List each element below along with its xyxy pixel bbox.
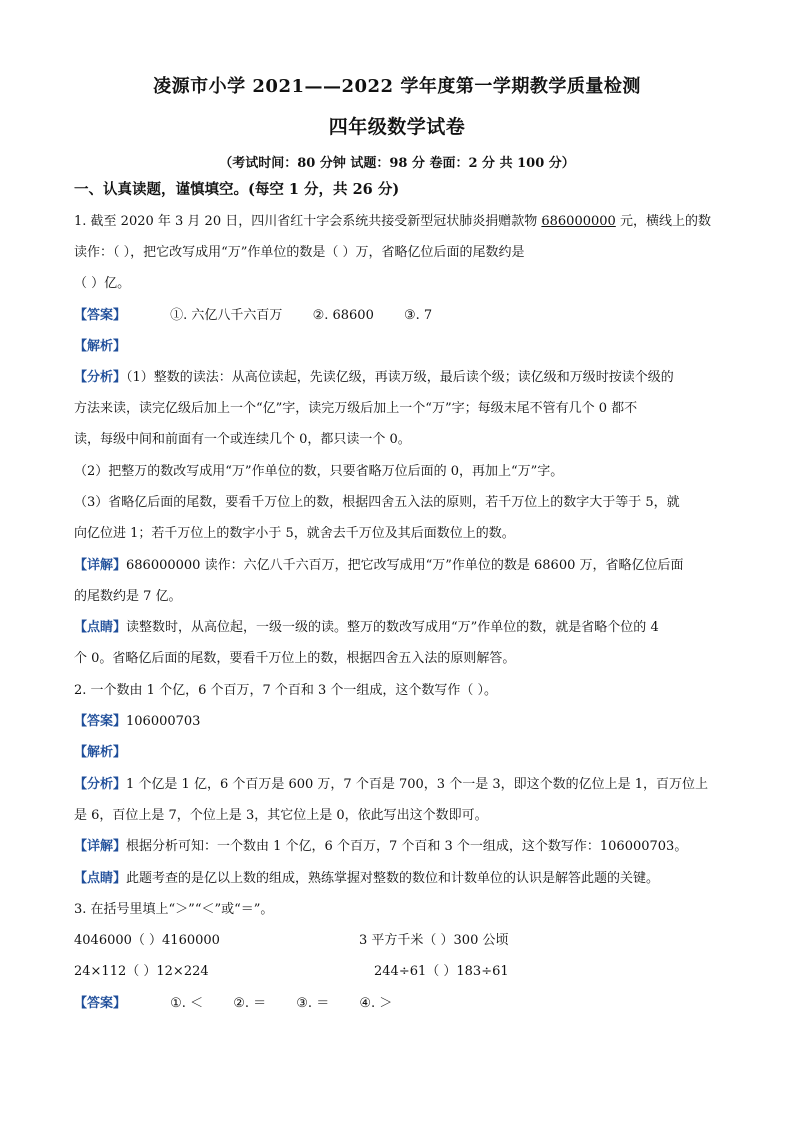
q3-row1-left: 4046000（ ）4160000 [74,933,220,948]
q2-fenxi-line1 [74,775,734,795]
q2-answer: 106000703 [126,714,201,729]
point-tag: 【点睛】 [74,620,127,635]
q1-fenxi-text1: （1）整数的读法：从高位读起，先读亿级，再读万级，最后读个级；读亿级和万级时按读个级的 [126,370,674,385]
exam-title: 凌源市小学 2021——2022 学年度第一学期教学质量检测 [153,76,641,97]
fenxi-tag: 【分析】 [74,777,127,792]
q1-stem-suffix: 元，横线上的数 [615,214,711,229]
q3-row1 [74,931,734,951]
q3-answer-3: ③. ＝ [296,996,330,1011]
q3-row2 [74,962,734,982]
q3-row1-right: 3 平方千米（ ）300 公顷 [359,933,509,948]
q2-fenxi-line2: 是 6，百位上是 7，个位上是 3，其它位上是 0，依此写出这个数即可。 [74,808,488,823]
q3-stem: 3. 在括号里填上“＞”“＜”或“＝”。 [74,902,274,917]
q2-detail-line1 [74,837,734,857]
q3-answer-1: ①. ＜ [170,996,204,1011]
point-tag: 【点睛】 [74,871,127,886]
fenxi-tag: 【分析】 [74,370,127,385]
section-heading: 一、认真读题，谨慎填空。(每空 1 分，共 26 分) [74,181,400,198]
q1-underlined-number: 686000000 [541,214,616,229]
q3-answer-2: ②. ＝ [233,996,267,1011]
exam-info: （考试时间：80 分钟 试题：98 分 卷面：2 分 共 100 分） [219,156,575,171]
q2-stem: 2. 一个数由 1 个亿，6 个百万，7 个百和 3 个一组成，这个数写作（ ）。 [74,683,498,698]
q1-detail-line1 [74,556,734,576]
q1-stem-line2: 读作：（ ），把它改写成用“万”作单位的数是（ ）万，省略亿位后面的尾数约是 [74,245,525,260]
q1-answer-row [74,306,734,326]
q2-analysis-tag: 【解析】 [74,745,127,760]
q1-detail-text1: 686000000 读作：六亿八千六百万，把它改写成用“万”作单位的数是 68600 万，省略亿位后面 [126,558,684,573]
q2-answer-row [74,712,734,732]
q1-fenxi-line2: 方法来读，读完亿级后加上一个“亿”字，读完万级后加上一个“万”字；每级末尾不管有几个 0 都不 [74,401,638,416]
q3-row2-right: 244÷61（ ）183÷61 [374,964,509,979]
q1-stem-line3: （ ）亿。 [74,276,131,291]
q1-fenxi-line5: （3）省略亿后面的尾数，要看千万位上的数，根据四舍五入法的原则，若千万位上的数字大于等于 5，就 [74,495,680,510]
answer-tag: 【答案】 [74,996,127,1011]
q1-answer-2: ②. 68600 [312,308,374,323]
q3-answer-row [74,994,734,1014]
q1-fenxi-line3: 读，每级中间和前面有一个或连续几个 0，都只读一个 0。 [74,432,411,447]
q1-point-text1: 读整数时，从高位起，一级一级的读。整万的数改写成用“万”作单位的数，就是省略个位的 4 [126,620,659,635]
q1-fenxi-line6: 向亿位进 1；若千万位上的数字小于 5，就舍去千万位及其后面数位上的数。 [74,526,515,541]
q1-stem-line1 [74,212,734,232]
answer-tag: 【答案】 [74,714,127,729]
q1-point-line1 [74,618,734,638]
answer-tag: 【答案】 [74,308,127,323]
detail-tag: 【详解】 [74,558,127,573]
q2-detail-text1: 根据分析可知：一个数由 1 个亿，6 个百万，7 个百和 3 个一组成，这个数写作：106000703。 [126,839,688,854]
q1-fenxi-line4: （2）把整万的数改写成用“万”作单位的数，只要省略万位后面的 0，再加上“万”字。 [74,464,564,479]
q3-answer-4: ④. ＞ [359,996,393,1011]
q2-fenxi-text1: 1 个亿是 1 亿，6 个百万是 600 万，7 个百是 700，3 个一是 3，即这个数的亿位上是 1，百万位上 [126,777,708,792]
q3-row2-left: 24×112（ ）12×224 [74,964,209,979]
q1-analysis-tag: 【解析】 [74,339,127,354]
q1-answer-1: ①. 六亿八千六百万 [170,308,283,323]
q1-answer-3: ③. 7 [403,308,433,323]
q1-detail-line2: 的尾数约是 7 亿。 [74,589,182,604]
q1-stem-prefix: 1. 截至 2020 年 3 月 20 日，四川省红十字会系统共接受新型冠状肺炎捐赠款物 [74,214,542,229]
q2-point-line1 [74,869,734,889]
q1-point-line2: 个 0。省略亿后面的尾数，要看千万位上的数，根据四舍五入法的原则解答。 [74,651,516,666]
detail-tag: 【详解】 [74,839,127,854]
q2-point-text1: 此题考查的是亿以上数的组成，熟练掌握对整数的数位和计数单位的认识是解答此题的关键。 [126,871,660,886]
q1-fenxi-line1 [74,368,734,388]
exam-subtitle: 四年级数学试卷 [328,116,466,138]
